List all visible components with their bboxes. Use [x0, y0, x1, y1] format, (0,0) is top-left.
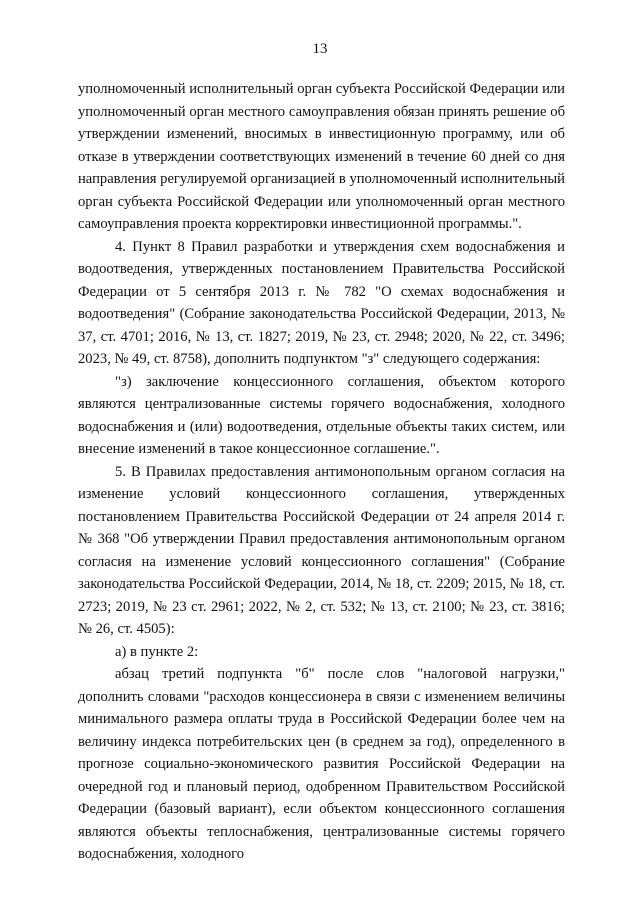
paragraph-item-4: 4. Пункт 8 Правил разработки и утверждения схем водоснабжения и водоотведения, утвержденных постановлением Правительства Российской Федерации от 5 сентября 2013 г. № 782 "О схемах водоснабжения и водоотведения" (Собрание законодательства Российской Федерации, 2013, № 37, ст. 4701; 2016, № 13, ст. 1827; 2019, № 23, ст. 2948; 2020, № 22, ст. 3496; 2023, № 49, ст. 8758), дополнить подпунктом "з" следующего содержания: [78, 238, 565, 367]
page-number: 13 [312, 41, 328, 57]
paragraph-amendment: абзац третий подпункта "б" после слов "налоговой нагрузки," дополнить словами "расходов концессионера в связи с изменением величины минимального размера оплаты труда в Российской Федерации более чем на величину индекса потребительских цен (в среднем за год), определенного в прогнозе социально-экономического развития Российской Федерации на очередной год и плановый период, одобренном Правительством Российской Федерации (базовый вариант), если объектом концессионного соглашения являются объекты теплоснабжения, централизованные системы горячего водоснабжения, холодного [78, 666, 565, 862]
document-body [78, 78, 565, 866]
paragraph-subitem-z: "з) заключение концессионного соглашения, объектом которого являются централизованные системы горячего водоснабжения, холодного водоснабжения и (или) водоотведения, отдельные объекты таких систем, или внесение изменений в такое концессионное соглашение.". [78, 373, 565, 457]
paragraph-item-5: 5. В Правилах предоставления антимонопольным органом согласия на изменение условий концессионного соглашения, утвержденных постановлением Правительства Российской Федерации от 24 апреля 2014 г. № 368 "Об утверждении Правил предоставления антимонопольным органом согласия на изменение условий концессионного соглашения" (Собрание законодательства Российской Федерации, 2014, № 18, ст. 2209; 2015, № 18, ст. 2723; 2019, № 23 ст. 2961; 2022, № 2, ст. 532; № 13, ст. 2100; № 23, ст. 3816; № 26, ст. 4505): [78, 463, 565, 637]
paragraph-continuation: уполномоченный исполнительный орган субъекта Российской Федерации или уполномоченный орган местного самоуправления обязан принять решение об утверждении изменений, вносимых в инвестиционную программу, или об отказе в утверждении соответствующих изменений в течение 60 дней со дня направления регулируемой организацией в уполномоченный исполнительный орган субъекта Российской Федерации или уполномоченный орган местного самоуправления проекта корректировки инвестиционной программы.". [78, 81, 565, 232]
paragraph-subitem-a: а) в пункте 2: [115, 643, 199, 660]
